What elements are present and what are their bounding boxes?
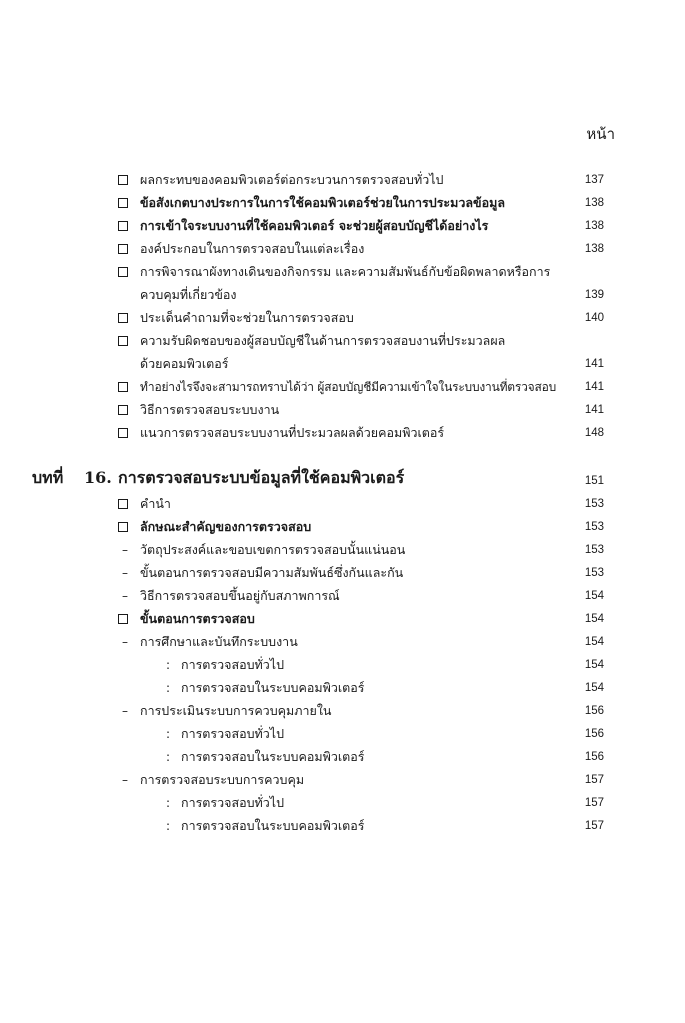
entry-page: 153 bbox=[584, 544, 604, 556]
chapter-title: การตรวจสอบระบบข้อมูลที่ใช้คอมพิวเตอร์ bbox=[118, 468, 405, 487]
entry-text: การประเมินระบบการควบคุมภายใน bbox=[140, 703, 332, 718]
entry-page: 140 bbox=[584, 312, 604, 324]
entry-text: การตรวจสอบระบบการควบคุม bbox=[140, 772, 305, 787]
chapter-label: บทที่ bbox=[32, 468, 64, 487]
colon-bullet: : bbox=[166, 681, 171, 695]
entry-page: 153 bbox=[584, 498, 604, 510]
checkbox-icon bbox=[118, 336, 128, 346]
dash-bullet: – bbox=[122, 704, 128, 718]
entry-text: ลักษณะสำคัญของการตรวจสอบ bbox=[140, 519, 312, 534]
entry-text: การตรวจสอบในระบบคอมพิวเตอร์ bbox=[181, 680, 365, 695]
entry-text: แนวการตรวจสอบระบบงานที่ประมวลผลด้วยคอมพิวเตอร์ bbox=[140, 425, 445, 440]
entry-text: ข้อสังเกตบางประการในการใช้คอมพิวเตอร์ช่วยในการประมวลข้อมูล bbox=[140, 195, 505, 210]
entry-text: ขั้นตอนการตรวจสอบมีความสัมพันธ์ซึ่งกันและกัน bbox=[140, 565, 404, 580]
colon-bullet: : bbox=[166, 750, 171, 764]
entry-page: 157 bbox=[584, 797, 604, 809]
entry-text: องค์ประกอบในการตรวจสอบในแต่ละเรื่อง bbox=[140, 241, 365, 256]
checkbox-icon bbox=[118, 405, 128, 415]
entry-page: 156 bbox=[584, 751, 604, 763]
entry-text: ทำอย่างไรจึงจะสามารถทราบได้ว่า ผู้สอบบัญชีมีความเข้าใจในระบบงานที่ตรวจสอบ bbox=[140, 380, 557, 394]
checkbox-icon bbox=[118, 382, 128, 392]
checkbox-icon bbox=[118, 313, 128, 323]
dash-bullet: – bbox=[122, 566, 128, 580]
entry-page: 141 bbox=[584, 381, 604, 393]
chapter-page: 151 bbox=[584, 475, 604, 487]
entry-page: 138 bbox=[584, 197, 604, 209]
entry-text: ประเด็นคำถามที่จะช่วยในการตรวจสอบ bbox=[140, 310, 354, 325]
checkbox-icon bbox=[118, 522, 128, 532]
colon-bullet: : bbox=[166, 796, 171, 810]
colon-bullet: : bbox=[166, 658, 171, 672]
entry-page: 157 bbox=[584, 820, 604, 832]
entry-text: ผลกระทบของคอมพิวเตอร์ต่อกระบวนการตรวจสอบทั่วไป bbox=[140, 172, 444, 187]
checkbox-icon bbox=[118, 428, 128, 438]
entry-page: 137 bbox=[584, 174, 604, 186]
entry-text: การตรวจสอบทั่วไป bbox=[181, 795, 285, 810]
entry-text: วิธีการตรวจสอบขึ้นอยู่กับสภาพการณ์ bbox=[140, 588, 340, 603]
dash-bullet: – bbox=[122, 635, 128, 649]
entry-text: การตรวจสอบทั่วไป bbox=[181, 726, 285, 741]
entry-page: 138 bbox=[584, 220, 604, 232]
entry-page: 157 bbox=[584, 774, 604, 786]
entry-page: 148 bbox=[584, 427, 604, 439]
colon-bullet: : bbox=[166, 819, 171, 833]
chapter-heading bbox=[0, 470, 685, 492]
checkbox-icon bbox=[118, 175, 128, 185]
entry-page: 154 bbox=[584, 682, 604, 694]
entry-text: ควบคุมที่เกี่ยวข้อง bbox=[140, 287, 237, 302]
chapter-number: 16. bbox=[84, 468, 112, 487]
page-column-label: หน้า bbox=[586, 125, 615, 143]
entry-page: 138 bbox=[584, 243, 604, 255]
entry-text: การตรวจสอบในระบบคอมพิวเตอร์ bbox=[181, 818, 365, 833]
entry-page: 154 bbox=[584, 636, 604, 648]
checkbox-icon bbox=[118, 499, 128, 509]
entry-text: คำนำ bbox=[140, 496, 171, 511]
entry-page: 154 bbox=[584, 659, 604, 671]
entry-text: ความรับผิดชอบของผู้สอบบัญชีในด้านการตรวจสอบงานที่ประมวลผล bbox=[140, 333, 506, 348]
checkbox-icon bbox=[118, 244, 128, 254]
colon-bullet: : bbox=[166, 727, 171, 741]
entry-text: การเข้าใจระบบงานที่ใช้คอมพิวเตอร์ จะช่วยผู้สอบบัญชีได้อย่างไร bbox=[140, 218, 489, 233]
dash-bullet: – bbox=[122, 589, 128, 603]
entry-text: ด้วยคอมพิวเตอร์ bbox=[140, 356, 229, 371]
entry-text: การตรวจสอบทั่วไป bbox=[181, 657, 285, 672]
entry-page: 156 bbox=[584, 728, 604, 740]
entry-text: การศึกษาและบันทึกระบบงาน bbox=[140, 634, 298, 649]
entry-page: 139 bbox=[584, 289, 604, 301]
entry-page: 156 bbox=[584, 705, 604, 717]
entry-text: ขั้นตอนการตรวจสอบ bbox=[140, 611, 255, 626]
dash-bullet: – bbox=[122, 773, 128, 787]
entry-page: 141 bbox=[584, 358, 604, 370]
entry-page: 141 bbox=[584, 404, 604, 416]
entry-page: 154 bbox=[584, 613, 604, 625]
checkbox-icon bbox=[118, 267, 128, 277]
entry-page: 154 bbox=[584, 590, 604, 602]
entry-page: 153 bbox=[584, 567, 604, 579]
dash-bullet: – bbox=[122, 543, 128, 557]
entry-text: วิธีการตรวจสอบระบบงาน bbox=[140, 402, 280, 417]
entry-text: วัตถุประสงค์และขอบเขตการตรวจสอบนั้นแน่นอน bbox=[140, 542, 406, 557]
checkbox-icon bbox=[118, 221, 128, 231]
checkbox-icon bbox=[118, 198, 128, 208]
entry-text: การพิจารณาผังทางเดินของกิจกรรม และความสัมพันธ์กับข้อผิดพลาดหรือการ bbox=[140, 264, 551, 279]
entry-page: 153 bbox=[584, 521, 604, 533]
checkbox-icon bbox=[118, 614, 128, 624]
entry-text: การตรวจสอบในระบบคอมพิวเตอร์ bbox=[181, 749, 365, 764]
